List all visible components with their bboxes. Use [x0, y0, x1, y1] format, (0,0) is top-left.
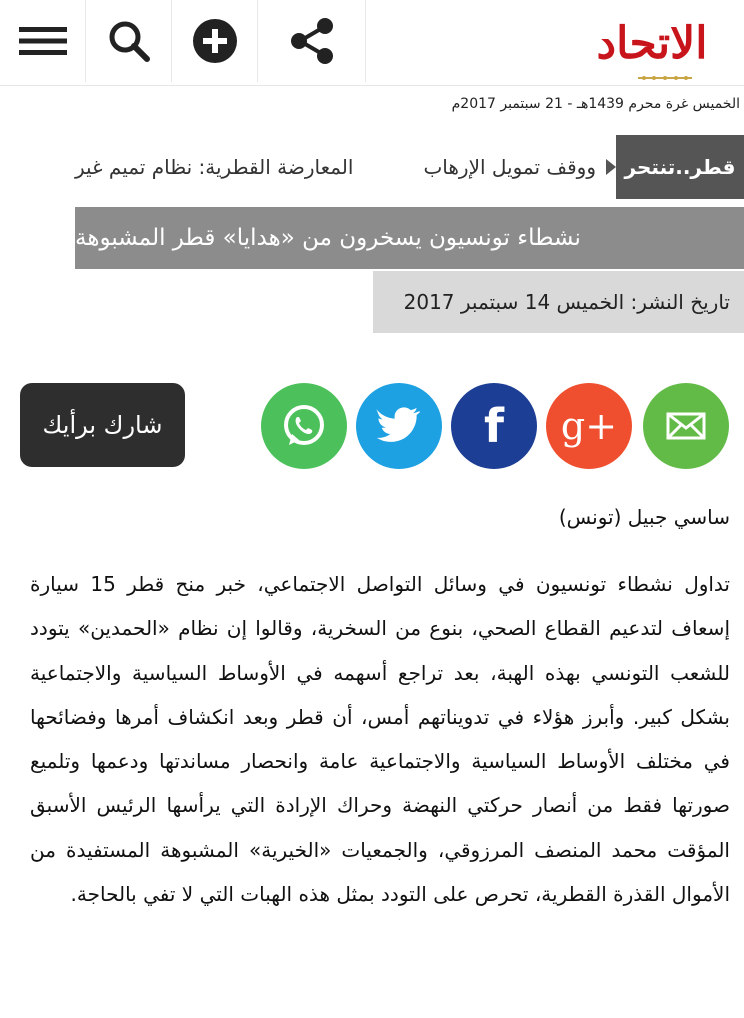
email-icon	[666, 412, 706, 440]
share-page-button[interactable]	[258, 0, 366, 82]
whatsapp-icon	[279, 401, 329, 451]
email-share-button[interactable]	[643, 383, 729, 469]
author-byline: ساسي جبيل (تونس)	[558, 505, 730, 529]
plus-circle-icon	[192, 18, 238, 64]
share-icon	[290, 18, 334, 64]
menu-icon	[19, 25, 67, 57]
share-opinion-button[interactable]: شارك برأيك	[20, 383, 185, 467]
search-button[interactable]	[86, 0, 172, 82]
ticker-item[interactable]: المعارضة القطرية: نظام تميم غير	[75, 155, 354, 179]
ticker-arrow-icon	[606, 159, 616, 175]
top-header	[0, 0, 744, 86]
share-row	[0, 383, 744, 469]
google-plus-icon: g+	[560, 404, 618, 448]
twitter-share-button[interactable]	[356, 383, 442, 469]
ticker-label[interactable]: قطر..تنتحر	[616, 135, 744, 199]
search-icon	[107, 19, 151, 63]
ticker-item[interactable]: ووقف تمويل الإرهاب	[423, 155, 596, 179]
logo-text: الاتحاد	[596, 18, 708, 69]
menu-button[interactable]	[0, 0, 86, 82]
publish-date: تاريخ النشر: الخميس 14 سبتمبر 2017	[373, 271, 744, 333]
logo-ornament	[638, 74, 692, 82]
article-title: نشطاء تونسيون يسخرون من «هدايا» قطر المشبوهة	[75, 207, 744, 269]
whatsapp-share-button[interactable]	[261, 383, 347, 469]
ticker-text[interactable]	[0, 135, 596, 199]
add-button[interactable]	[172, 0, 258, 82]
dateline: الخميس غرة محرم 1439هـ - 21 سبتمبر 2017م	[451, 96, 740, 112]
site-logo[interactable]	[582, 4, 722, 84]
facebook-icon: f	[483, 399, 504, 453]
google-plus-share-button[interactable]	[546, 383, 632, 469]
twitter-icon	[376, 406, 422, 446]
news-ticker	[0, 135, 744, 199]
article-body: تداول نشطاء تونسيون في وسائل التواصل الاجتماعي، خبر منح قطر 15 سيارة إسعاف لتدعيم القطاع الصحي، بنوع من السخرية، وقالوا إن نظام «الحمدين» يتودد للشعب التونسي بهذه الهبة، بعد تراجع أسهمه في الأوساط السياسية والاجتماعية بشكل كبير. وأبرز هؤلاء في تدويناتهم أمس، أن قطر وبعد انكشاف أمرها وفضائحها في مختلف الأوساط السياسية والاجتماعية عامة وانحصار مساندتها ودعمها وتلميع صورتها فقط من أنصار حركتي النهضة وحراك الإرادة التي يرأسها الرئيس الأسبق المؤقت محمد المنصف المرزوقي، والجمعيات «الخيرية» المشبوهة المستفيدة من الأموال القذرة القطرية، تحرص على التودد بمثل هذه الهبات التي لا تفي بالحاجة.	[30, 572, 730, 907]
facebook-share-button[interactable]	[451, 383, 537, 469]
